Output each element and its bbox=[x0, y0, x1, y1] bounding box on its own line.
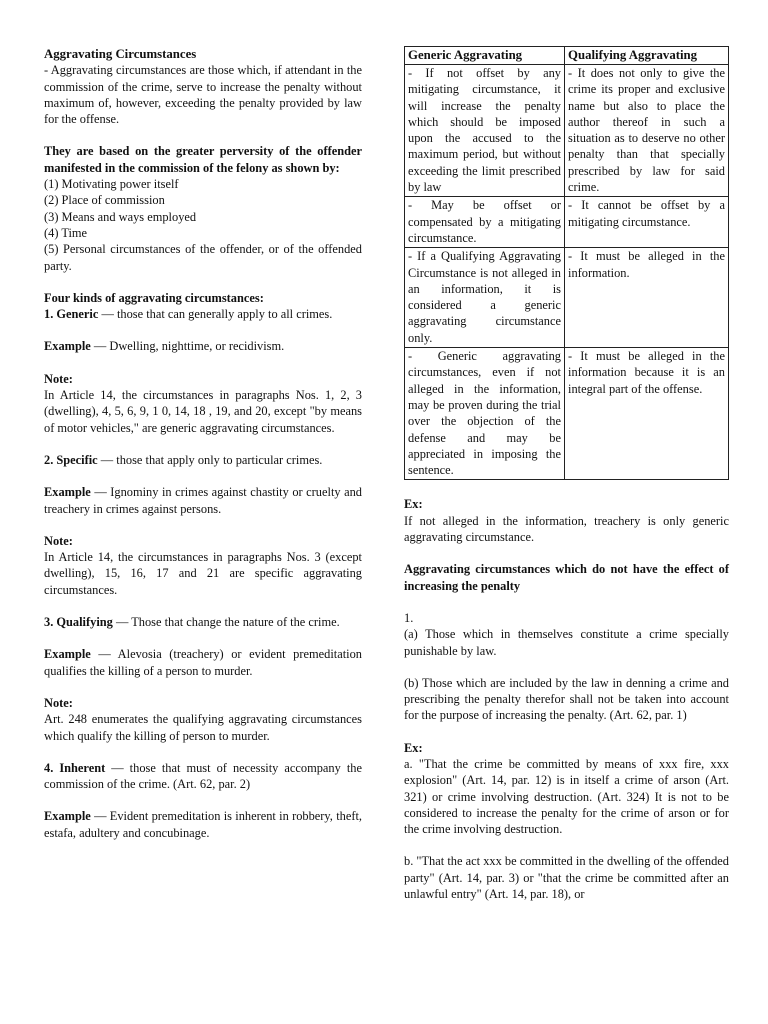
table-cell: - If a Qualifying Aggravating Circumstance is not alleged in an information, it is considered a generic aggravating circumstance only. bbox=[405, 248, 565, 348]
example-text: — Evident premeditation is inherent in robbery, theft, estafa, adultery and concubinage. bbox=[44, 809, 362, 840]
table-cell: - It cannot be offset by a mitigating circumstance. bbox=[565, 197, 729, 248]
generic-example bbox=[44, 338, 362, 354]
example-text: — Alevosia (treachery) or evident premeditation qualifies the killing of a person to murder. bbox=[44, 647, 362, 678]
specific-text: — those that apply only to particular crimes. bbox=[97, 452, 323, 467]
basis-list bbox=[44, 176, 362, 274]
table-cell: - It must be alleged in the information. bbox=[565, 248, 729, 348]
example-b: b. "That the act xxx be committed in the dwelling of the offended party" (Art. 14, par. 3) or "that the crime be committed after an unlawful entry" (Art. 14, par. 18), or bbox=[404, 854, 729, 902]
item-b: (b) Those which are included by the law in denning a crime and prescribing the penalty therefor shall not be taken into account for the purpose of increasing the penalty. (Art. 62, par. 1) bbox=[404, 675, 729, 723]
qualifying-label: 3. Qualifying bbox=[44, 615, 113, 630]
generic-label: 1. Generic bbox=[44, 307, 99, 322]
list-item: (1) Motivating power itself bbox=[44, 177, 179, 192]
example-a: a. "That the crime be committed by means of xxx fire, xxx explosion" (Art. 14, par. 12) is in itself a crime of arson (Art. 321) or crime involving destruction. (Art. 324) It is not to be considered to increase the penalty for the crime of arson or for the crime involving destruction. bbox=[404, 756, 729, 837]
example-text: — Dwelling, nighttime, or recidivism. bbox=[90, 339, 285, 354]
example-label: Ex: bbox=[404, 740, 423, 755]
example-text: — Ignominy in crimes against chastity or cruelty and treachery in crimes against persons. bbox=[44, 485, 362, 516]
table-row bbox=[405, 197, 729, 248]
note-text: In Article 14, the circumstances in paragraphs Nos. 3 (except dwelling), 15, 16, 17 and 21 are specific aggravating circumstances. bbox=[44, 550, 362, 597]
no-effect-heading: Aggravating circumstances which do not have the effect of increasing the penalty bbox=[404, 562, 729, 593]
qualifying-example bbox=[44, 646, 362, 679]
table-header-row bbox=[405, 47, 729, 65]
qualifying-text: — Those that change the nature of the crime. bbox=[112, 615, 340, 630]
specific-example bbox=[44, 484, 362, 517]
table-cell: - Generic aggravating circumstances, even if not alleged in the information, may be proven during the trial over the objection of the defense and may be appreciated in imposing the sentence. bbox=[405, 348, 565, 480]
generic-definition bbox=[44, 306, 362, 322]
item-number: 1. bbox=[404, 610, 414, 625]
example-label: Ex: bbox=[404, 497, 423, 512]
list-item: (2) Place of commission bbox=[44, 193, 165, 208]
inherent-definition bbox=[44, 760, 362, 793]
table-row bbox=[405, 248, 729, 348]
example-label: Example bbox=[44, 647, 91, 662]
example-text: If not alleged in the information, treachery is only generic aggravating circumstance. bbox=[404, 513, 729, 545]
list-item: (4) Time bbox=[44, 225, 88, 240]
section-title: Aggravating Circumstances bbox=[44, 47, 197, 61]
intro-paragraph: - Aggravating circumstances are those which, if attendant in the commission of the crime, serve to increase the penalty without maximum of, however, exceeding the penalty provided by law for the offense. bbox=[44, 63, 362, 127]
note-text: In Article 14, the circumstances in paragraphs Nos. 1, 2, 3 (dwelling), 4, 5, 6, 9, 1 0, 14, 18 , 19, and 20, except "by means of motor vehicles," are generic aggravating circumstances. bbox=[44, 388, 362, 435]
basis-heading: They are based on the greater perversity of the offender manifested in the commission of the felony as shown by: bbox=[44, 144, 362, 175]
left-column bbox=[44, 46, 362, 841]
table-cell: - May be offset or compensated by a mitigating circumstance. bbox=[405, 197, 565, 248]
inherent-text: — those that must of necessity accompany the commission of the crime. (Art. 62, par. 2) bbox=[44, 760, 362, 792]
item-a: (a) Those which in themselves constitute a crime specially punishable by law. bbox=[404, 627, 729, 658]
note-text: Art. 248 enumerates the qualifying aggravating circumstances which qualify the killing of person to murder. bbox=[44, 712, 362, 743]
kinds-heading: Four kinds of aggravating circumstances: bbox=[44, 290, 264, 305]
qualifying-definition bbox=[44, 614, 362, 630]
generic-text: — those that can generally apply to all crimes. bbox=[98, 307, 333, 322]
list-item: (5) Personal circumstances of the offender, or of the offended party. bbox=[44, 242, 362, 273]
table-cell: - If not offset by any mitigating circumstance, it will increase the penalty which should be imposed upon the accused to the maximum period, but without exceeding the limit prescribed by law bbox=[405, 65, 565, 197]
note-label: Note: bbox=[44, 533, 73, 548]
specific-label: 2. Specific bbox=[44, 452, 98, 467]
specific-definition bbox=[44, 452, 362, 468]
table-cell: - It does not only to give the crime its proper and exclusive name but also to place the author thereof in such a situation as to deserve no other penalty than that specially prescribed by law for said crime. bbox=[565, 65, 729, 197]
note-label: Note: bbox=[44, 695, 73, 710]
example-label: Example bbox=[44, 339, 91, 354]
inherent-example bbox=[44, 808, 362, 841]
inherent-label: 4. Inherent bbox=[44, 760, 106, 775]
list-item: (3) Means and ways employed bbox=[44, 209, 197, 224]
comparison-table bbox=[404, 46, 729, 480]
example-label: Example bbox=[44, 485, 91, 500]
right-column bbox=[404, 46, 729, 902]
table-row bbox=[405, 65, 729, 197]
table-cell: - It must be alleged in the information because it is an integral part of the offense. bbox=[565, 348, 729, 480]
column-header-generic: Generic Aggravating bbox=[405, 47, 565, 65]
column-header-qualifying: Qualifying Aggravating bbox=[565, 47, 729, 65]
note-label: Note: bbox=[44, 371, 73, 386]
table-row bbox=[405, 348, 729, 480]
example-label: Example bbox=[44, 809, 91, 824]
